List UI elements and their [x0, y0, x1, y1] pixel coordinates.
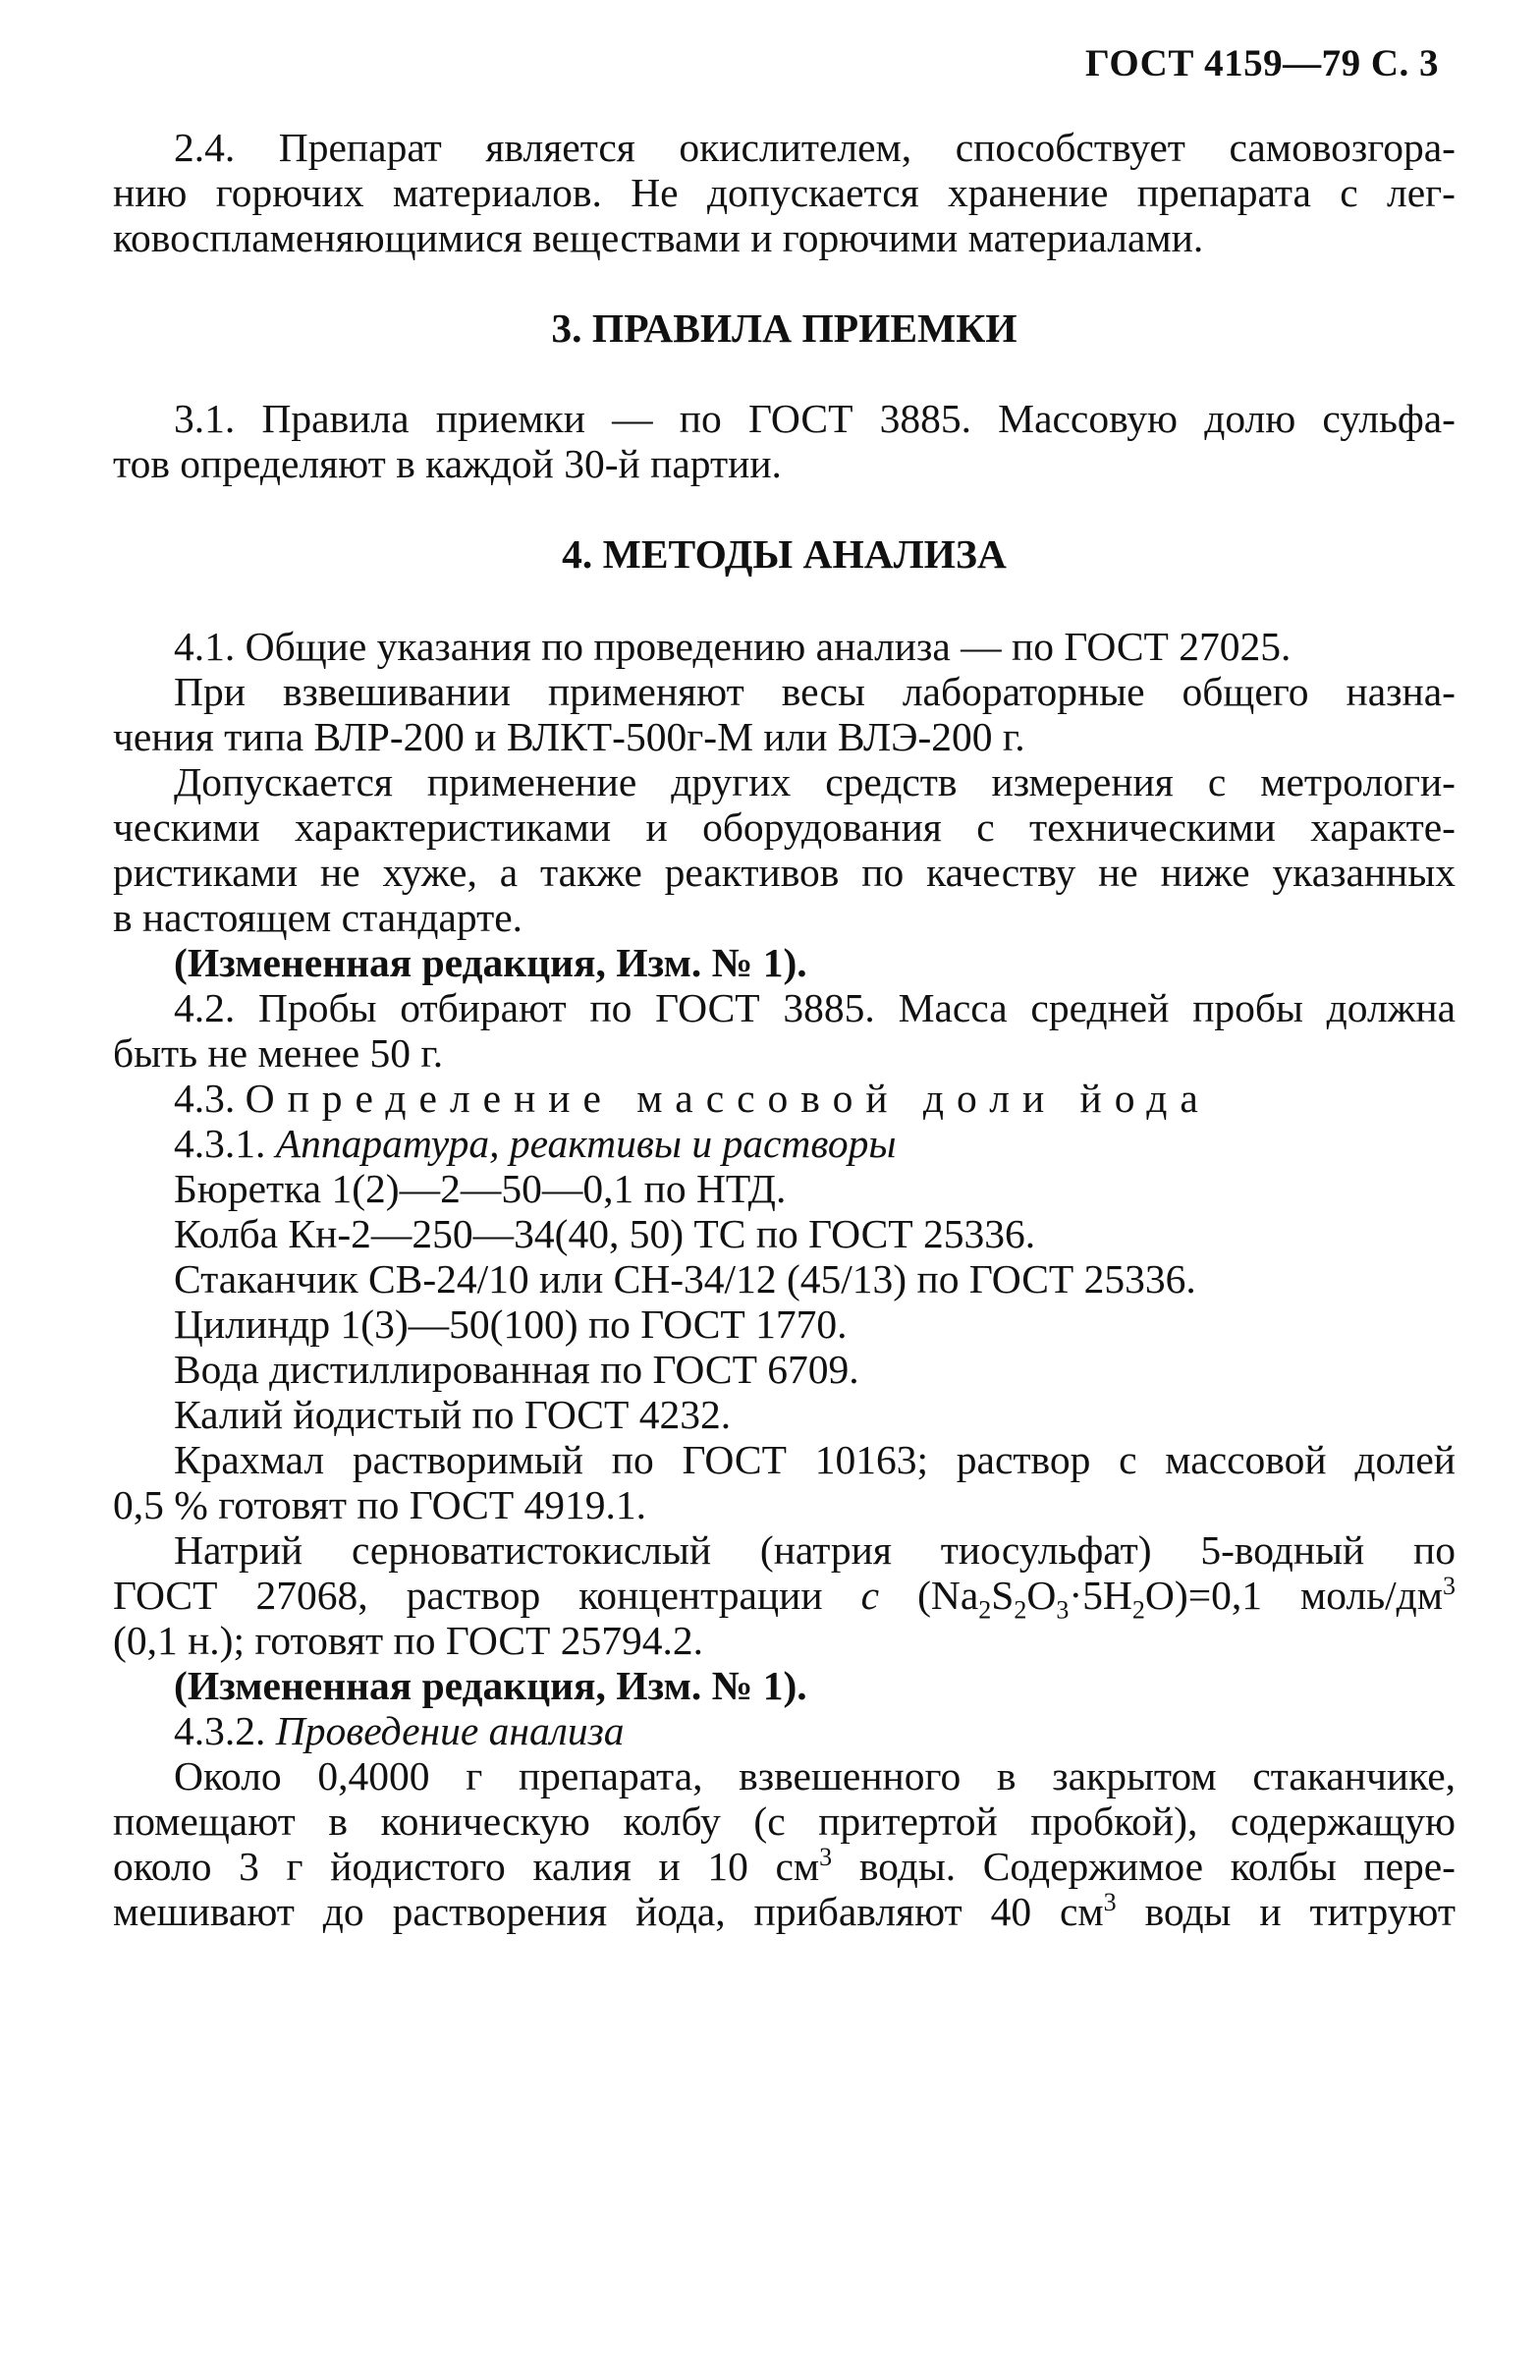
- allowed-line: ристиками не хуже, а также реактивов по качеству не ниже указанных: [113, 850, 1456, 895]
- clause-2-4-line: нию горючих материалов. Не допускается хранение препарата с лег-: [113, 170, 1456, 215]
- item-flask: Колба Кн-2—250—34(40, 50) ТС по ГОСТ 25336.: [174, 1211, 1036, 1256]
- starch-line: 0,5 % готовят по ГОСТ 4919.1.: [113, 1482, 647, 1527]
- section-3-heading: 3. ПРАВИЛА ПРИЕМКИ: [551, 305, 1018, 351]
- clause-2-4-line: 2.4. Препарат является окислителем, способствует самовозгора-: [174, 125, 1456, 170]
- weighing-line: чения типа ВЛР-200 и ВЛКТ-500г-М или ВЛЭ-200 г.: [113, 714, 1025, 759]
- clause-4-3-title: Определение массовой доли йода: [245, 1076, 1211, 1121]
- clause-3-1-line: 3.1. Правила приемки — по ГОСТ 3885. Массовую долю сульфа-: [174, 396, 1456, 441]
- clause-4-2-line: быть не менее 50 г.: [113, 1030, 444, 1076]
- allowed-line: в настоящем стандарте.: [113, 895, 523, 940]
- procedure-line: мешивают до растворения йода, прибавляют 40 $см^3$ воды и титруют: [113, 1888, 1456, 1934]
- clause-3-1-line: тов определяют в каждой 30-й партии.: [113, 441, 782, 486]
- concentration-symbol: c: [860, 1573, 880, 1618]
- document-body: [113, 125, 1456, 1934]
- thiosulfate-line: (0,1 н.); готовят по ГОСТ 25794.2.: [113, 1618, 703, 1663]
- procedure-line: Около 0,4000 г препарата, взвешенного в закрытом стаканчике,: [174, 1753, 1456, 1799]
- thiosulfate-formula: $(Na_2S_2O_3\cdot 5H_2O)=0,1$ моль/$дм^3$: [917, 1572, 1457, 1625]
- clause-4-3-1-title: Аппаратура, реактивы и растворы: [275, 1121, 897, 1166]
- amendment-note: (Измененная редакция, Изм. № 1).: [174, 940, 807, 985]
- item-potassium-iodide: Калий йодистый по ГОСТ 4232.: [174, 1392, 732, 1437]
- weighing-line: При взвешивании применяют весы лабораторные общего назна-: [174, 669, 1456, 714]
- thiosulfate-line: [113, 1572, 1457, 1625]
- procedure-line: помещают в коническую колбу (с притертой пробкой), содержащую: [113, 1799, 1456, 1844]
- item-cylinder: Цилиндр 1(3)—50(100) по ГОСТ 1770.: [174, 1301, 848, 1347]
- clause-4-3: [113, 1076, 1456, 1121]
- clause-4-3-2-title: Проведение анализа: [275, 1708, 625, 1753]
- procedure-line: около 3 г йодистого калия и 10 $см^3$ воды. Содержимое колбы пере-: [113, 1843, 1456, 1889]
- amendment-note: (Измененная редакция, Изм. № 1).: [174, 1663, 807, 1708]
- item-beaker: Стаканчик СВ-24/10 или СН-34/12 (45/13) по ГОСТ 25336.: [174, 1256, 1196, 1301]
- section-4-heading: 4. МЕТОДЫ АНАЛИЗА: [562, 531, 1007, 577]
- allowed-line: Допускается применение других средств измерения с метрологи-: [174, 759, 1456, 804]
- clause-2-4-line: ковоспламеняющимися веществами и горючими материалами.: [113, 215, 1204, 260]
- thiosulfate-line: Натрий серноватистокислый (натрия тиосульфат) 5-водный по: [174, 1527, 1456, 1573]
- clause-4-3-1: [113, 1121, 1456, 1166]
- clause-4-1: 4.1. Общие указания по проведению анализа — по ГОСТ 27025.: [174, 624, 1292, 669]
- clause-4-3-number: 4.3.: [174, 1076, 236, 1121]
- clause-4-2-line: 4.2. Пробы отбирают по ГОСТ 3885. Масса средней пробы должна: [174, 985, 1456, 1030]
- clause-4-3-2: [113, 1708, 1456, 1753]
- starch-line: Крахмал растворимый по ГОСТ 10163; раствор с массовой долей: [174, 1437, 1456, 1482]
- item-burette: Бюретка 1(2)—2—50—0,1 по НТД.: [174, 1166, 787, 1211]
- item-water: Вода дистиллированная по ГОСТ 6709.: [174, 1347, 859, 1392]
- clause-4-3-2-number: 4.3.2.: [174, 1708, 266, 1753]
- allowed-line: ческими характеристиками и оборудования с техническими характе-: [113, 804, 1456, 850]
- page-header: ГОСТ 4159—79 С. 3: [1085, 42, 1439, 84]
- clause-4-3-1-number: 4.3.1.: [174, 1121, 266, 1166]
- thiosulfate-text: ГОСТ 27068, раствор концентрации: [113, 1573, 823, 1618]
